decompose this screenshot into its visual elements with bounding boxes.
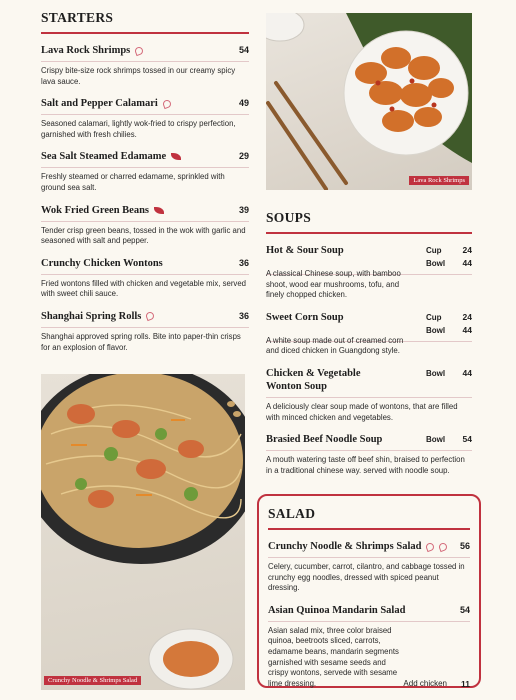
salad-section: [257, 494, 481, 688]
chili-pepper-icon: [162, 99, 172, 109]
soups-title: SOUPS: [266, 210, 472, 234]
size-label: Bowl: [426, 368, 446, 378]
lava-rock-shrimps-photo: [266, 13, 472, 190]
size-price: 54: [462, 434, 472, 445]
item-price: 36: [238, 310, 249, 321]
price-sizes: [426, 311, 472, 337]
addon-price: 11: [461, 679, 470, 690]
item-name: Lava Rock Shrimps: [41, 45, 131, 56]
item-description: A mouth watering taste off beef shin, braised to perfection in a traditional chinese way. served with noodle soup.: [266, 455, 465, 475]
menu-item[interactable]: [266, 433, 472, 476]
chili-pepper-icon: [145, 311, 155, 321]
chili-pepper-icon: [425, 541, 435, 551]
item-name: Asian Quinoa Mandarin Salad: [268, 604, 406, 616]
size-price: 44: [462, 324, 472, 335]
size-price: 44: [462, 367, 472, 378]
photo-caption: Crunchy Noodle & Shrimps Salad: [44, 676, 141, 685]
item-price: 39: [238, 204, 249, 215]
starters-section: [41, 10, 249, 363]
item-name: Crunchy Chicken Wontons: [41, 257, 163, 269]
item-name: Wok Fried Green Beans: [41, 204, 150, 216]
item-name: Brasied Beef Noodle Soup: [266, 434, 383, 446]
item-description: Seasoned calamari, lightly wok-fried to crispy perfection, garnished with fresh chilies.: [41, 119, 236, 139]
menu-item[interactable]: [268, 604, 470, 690]
size-price: 24: [462, 245, 472, 255]
starters-title: STARTERS: [41, 10, 249, 34]
item-description: Shanghai approved spring rolls. Bite into paper-thin crisps for an explosion of flavor.: [41, 331, 241, 352]
size-price: 44: [462, 258, 472, 268]
item-description: Asian salad mix, three color braised quinoa, beetroots sliced, carrots, edamame beans, mandarin segments garnished with sesame seeds and crispy wontons, servede with sesame lime dressing.: [268, 625, 399, 688]
item-name: Shanghai Spring Rolls: [41, 310, 142, 322]
price-sizes: [426, 367, 472, 380]
size-label: Cup: [426, 246, 442, 255]
item-description: A white soup made out of creamed corn and diced chicken in Guangdong style.: [266, 335, 404, 356]
size-label: Bowl: [426, 435, 446, 445]
size-label: Cup: [426, 312, 442, 322]
salad-title: SALAD: [268, 506, 470, 530]
item-description: Tender crisp green beans, tossed in the wok with garlic and seasoned with salt and pepper.: [41, 225, 246, 246]
size-price: 24: [462, 311, 472, 322]
menu-item[interactable]: [41, 150, 249, 193]
soups-section: [266, 210, 472, 486]
menu-item[interactable]: [266, 311, 472, 357]
nut-icon: [438, 541, 448, 551]
vegetarian-leaf-icon: [171, 153, 181, 160]
item-price: 36: [238, 257, 249, 268]
item-name: Chicken & Vegetable Wonton Soup: [266, 367, 361, 392]
noodle-salad-illustration: [41, 374, 245, 690]
menu-item[interactable]: [266, 244, 472, 301]
item-price: 54: [459, 604, 470, 615]
item-description: A classical Chinese soup, with bamboo shoot, wood ear mushrooms, tofu, and finely chopped chicken.: [266, 269, 401, 300]
item-description: Celery, cucumber, carrot, cilantro, and cabbage tossed in crunchy egg noodles, dressed with spiced peanut dressing.: [268, 562, 465, 593]
item-description: Fried wontons filled with chicken and vegetable mix, served with sweet chili sauce.: [41, 278, 246, 299]
price-sizes: [426, 244, 472, 270]
item-name: Salt and Pepper Calamari: [41, 98, 158, 110]
item-name: Sea Salt Steamed Edamame: [41, 151, 167, 163]
menu-item[interactable]: [266, 367, 472, 423]
item-description: Freshly steamed or charred edamame, sprinkled with ground sea salt.: [41, 172, 225, 192]
menu-item[interactable]: [41, 204, 249, 247]
chili-pepper-icon: [134, 45, 144, 55]
menu-item[interactable]: [41, 257, 249, 300]
menu-item[interactable]: [41, 97, 249, 140]
item-name: Crunchy Noodle & Shrimps Salad: [268, 541, 422, 552]
item-description: Crispy bite-size rock shrimps tossed in our creamy spicy lava sauce.: [41, 66, 236, 86]
item-price: 29: [238, 151, 249, 162]
item-name: Hot & Sour Soup: [266, 245, 344, 256]
photo-caption: Lava Rock Shrimps: [409, 176, 469, 185]
crunchy-noodle-salad-photo: [41, 374, 245, 690]
vegetarian-leaf-icon: [154, 207, 164, 214]
item-price: 56: [459, 541, 470, 551]
price-sizes: [426, 433, 472, 446]
size-label: Bowl: [426, 325, 446, 335]
size-label: Bowl: [426, 259, 446, 268]
item-description: A deliciously clear soup made of wontons, that are filled with minced chicken and vegetables.: [266, 401, 458, 422]
item-name: Sweet Corn Soup: [266, 311, 344, 323]
addon-label: Add chicken: [403, 679, 447, 689]
item-price: 54: [238, 45, 249, 55]
menu-item[interactable]: [41, 44, 249, 87]
menu-item[interactable]: [41, 310, 249, 353]
item-price: 49: [238, 98, 249, 109]
shrimp-dish-illustration: [266, 13, 472, 190]
menu-item[interactable]: [268, 540, 470, 594]
